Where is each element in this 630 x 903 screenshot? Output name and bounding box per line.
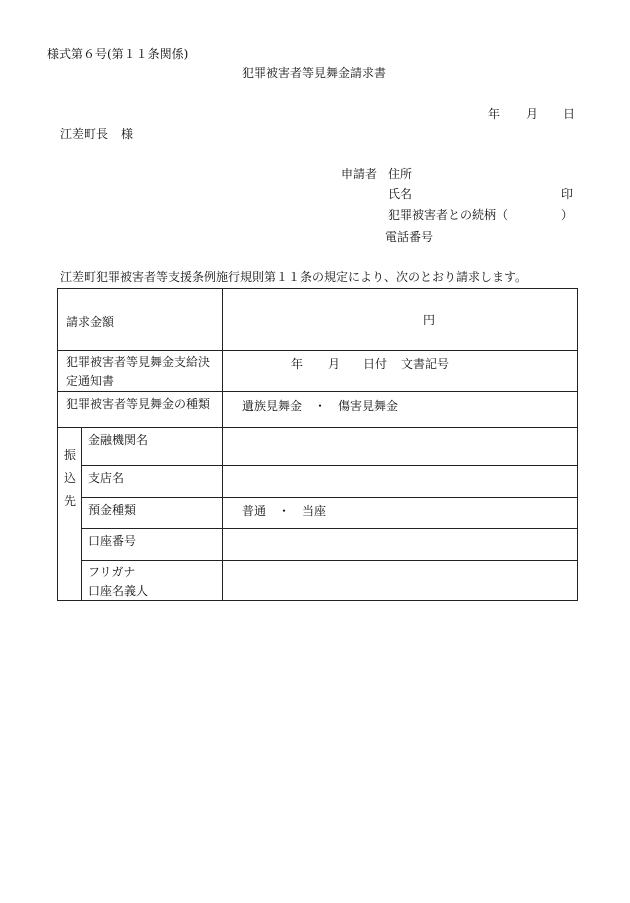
deposit-type-value: 普通 ・ 当座: [242, 504, 327, 518]
notice-label-cell: [58, 351, 223, 392]
date-year: 年: [488, 107, 501, 121]
deposit-type-label-cell: [82, 498, 223, 529]
bank-label: 金融機関名: [88, 433, 149, 447]
form-number: 様式第６号(第１１条関係): [47, 47, 189, 61]
notice-label-line2: 定通知書: [66, 374, 115, 388]
addressee-honorific: 様: [121, 127, 134, 141]
type-value-cell[interactable]: [223, 392, 578, 428]
phone-label: 電話番号: [385, 230, 434, 244]
notice-label-line1: 犯罪被害者等見舞金支給決: [66, 355, 211, 369]
holder-label: 口座名義人: [88, 584, 149, 598]
addressee-name: 江差町長: [60, 127, 109, 141]
notice-day: 日付: [363, 357, 388, 371]
date-day: 日: [563, 107, 576, 121]
furigana-label: フリガナ: [88, 565, 136, 579]
seal-mark: 印: [561, 187, 574, 201]
amount-label: 請求金額: [66, 315, 115, 329]
notice-month: 月: [328, 357, 341, 371]
notice-doc: 文書記号: [401, 357, 450, 371]
amount-value-cell[interactable]: [223, 289, 578, 351]
request-form-table: [57, 288, 578, 601]
transfer-label: 振 込 先: [64, 448, 77, 508]
notice-year: 年: [291, 357, 304, 371]
type-label: 犯罪被害者等見舞金の種類: [66, 397, 211, 411]
account-no-label: 口座番号: [88, 534, 137, 548]
document-title: 犯罪被害者等見舞金請求書: [242, 66, 387, 80]
type-label-cell: [58, 392, 223, 428]
account-no-value-cell[interactable]: [223, 529, 578, 561]
branch-label-cell: [82, 466, 223, 498]
branch-value-cell[interactable]: [223, 466, 578, 498]
bank-value-cell[interactable]: [223, 428, 578, 466]
notice-value-cell[interactable]: [223, 351, 578, 392]
transfer-label-cell: [58, 428, 82, 601]
address-label: 住所: [388, 167, 413, 181]
bank-label-cell: [82, 428, 223, 466]
type-value: 遺族見舞金 ・ 傷害見舞金: [242, 399, 399, 413]
account-no-label-cell: [82, 529, 223, 561]
holder-value-cell[interactable]: [223, 561, 578, 601]
date-month: 月: [526, 107, 539, 121]
branch-label: 支店名: [88, 471, 125, 485]
name-label: 氏名: [388, 187, 413, 201]
amount-label-cell: [58, 289, 223, 351]
amount-unit: 円: [423, 313, 436, 327]
deposit-type-label: 預金種類: [88, 503, 137, 517]
statement-text: 江差町犯罪被害者等支援条例施行規則第１１条の規定により、次のとおり請求します。: [60, 270, 528, 284]
relation-close: ）: [561, 208, 574, 222]
relation-label: 犯罪被害者との続柄（: [388, 208, 509, 222]
holder-label-cell: [82, 561, 223, 601]
deposit-type-value-cell[interactable]: [223, 498, 578, 529]
applicant-label: 申請者: [341, 167, 378, 181]
